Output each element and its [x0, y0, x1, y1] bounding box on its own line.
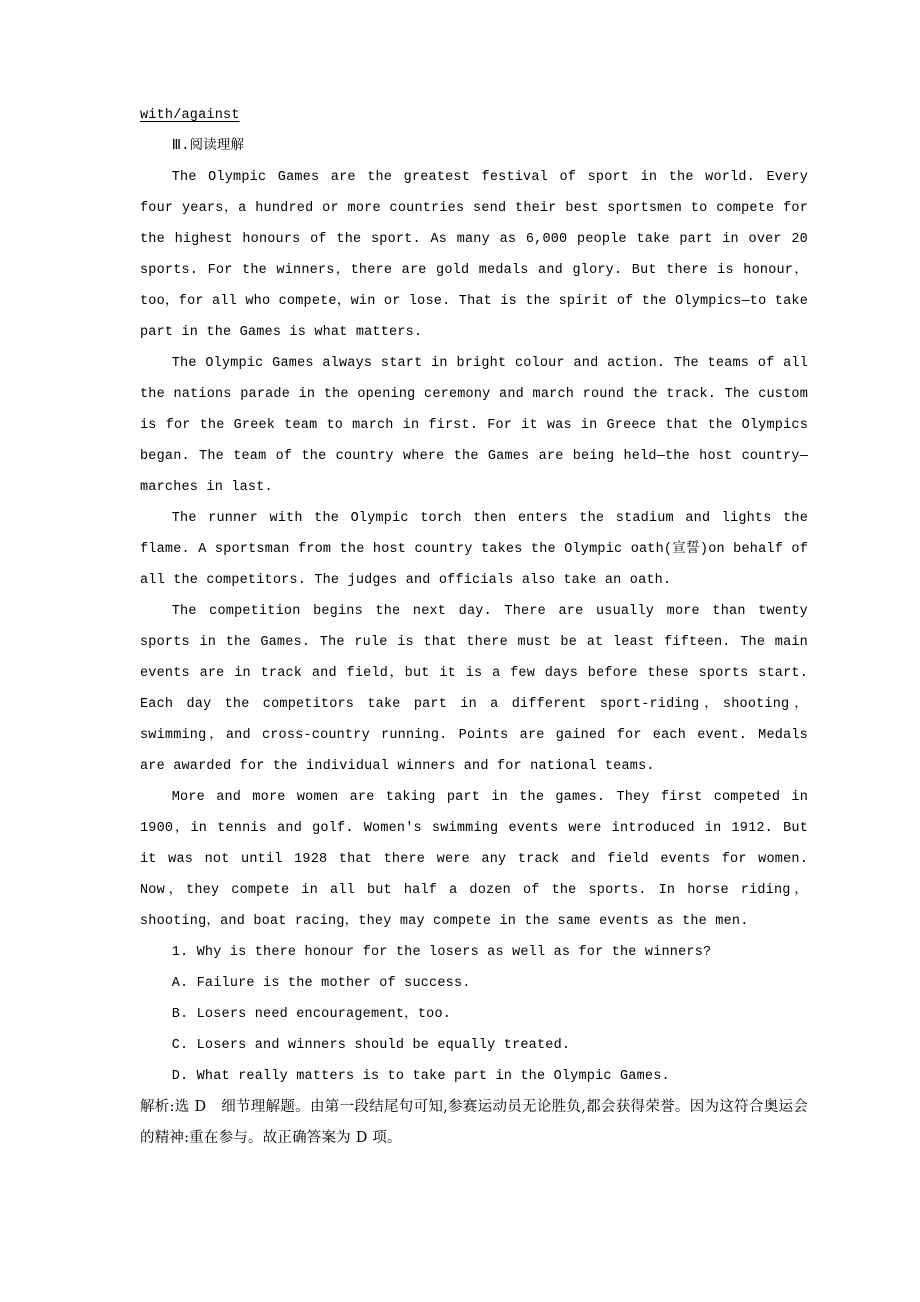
option-b: B. Losers need encouragement，too. [171, 1007, 452, 1022]
answer-analysis: 解析:选 D 细节理解题。由第一段结尾句可知,参赛运动员无论胜负,都会获得荣誉。因为这符合奥运会的精神:重在参与。故正确答案为 D 项。 [140, 1099, 808, 1146]
underlined-phrase: with/against [140, 108, 240, 123]
passage-paragraph-4: The competition begins the next day. There are usually more than twenty sports in the Games. The rule is that there must be at least fifteen. The main events are in track and field，but it is a few days before these sports start. Each day the competitors take part in a different sport-riding，shooting，swimming，and cross-country running. Points are gained for each event. Medals are awarded for the individual winners and for national teams. [140, 604, 808, 774]
header-phrase [140, 100, 808, 131]
section-title: Ⅲ.阅读理解 [171, 139, 245, 154]
passage-paragraph-1: The Olympic Games are the greatest festival of sport in the world. Every four years，a hundred or more countries send their best sportsmen to compete for the highest honours of the sport. As many as 6,000 people take part in over 20 sports. For the winners，there are gold medals and glory. But there is honour，too，for all who compete，win or lose. That is the spirit of the Olympics—to take part in the Games is what matters. [140, 170, 808, 340]
option-c: C. Losers and winners should be equally treated. [171, 1038, 571, 1053]
passage-paragraph-5: More and more women are taking part in the games. They first competed in 1900，in tennis and golf. Women's swimming events were introduced in 1912. But it was not until 1928 that there were any track and field events for women. Now，they compete in all but half a dozen of the sports. In horse riding，shooting，and boat racing，they may compete in the same events as the men. [140, 790, 808, 929]
passage-paragraph-3: The runner with the Olympic torch then enters the stadium and lights the flame. A sportsman from the host country takes the Olympic oath(宣誓)on behalf of all the competitors. The judges and officials also take an oath. [140, 511, 808, 588]
passage-paragraph-2: The Olympic Games always start in bright colour and action. The teams of all the nations parade in the opening ceremony and march round the track. The custom is for the Greek team to march in first. For it was in Greece that the Olympics began. The team of the country where the Games are being held—the host country—marches in last. [140, 356, 808, 495]
option-a: A. Failure is the mother of success. [171, 976, 471, 991]
question-stem: 1. Why is there honour for the losers as well as for the winners? [171, 945, 712, 960]
option-d: D. What really matters is to take part in the Olympic Games. [171, 1069, 670, 1084]
